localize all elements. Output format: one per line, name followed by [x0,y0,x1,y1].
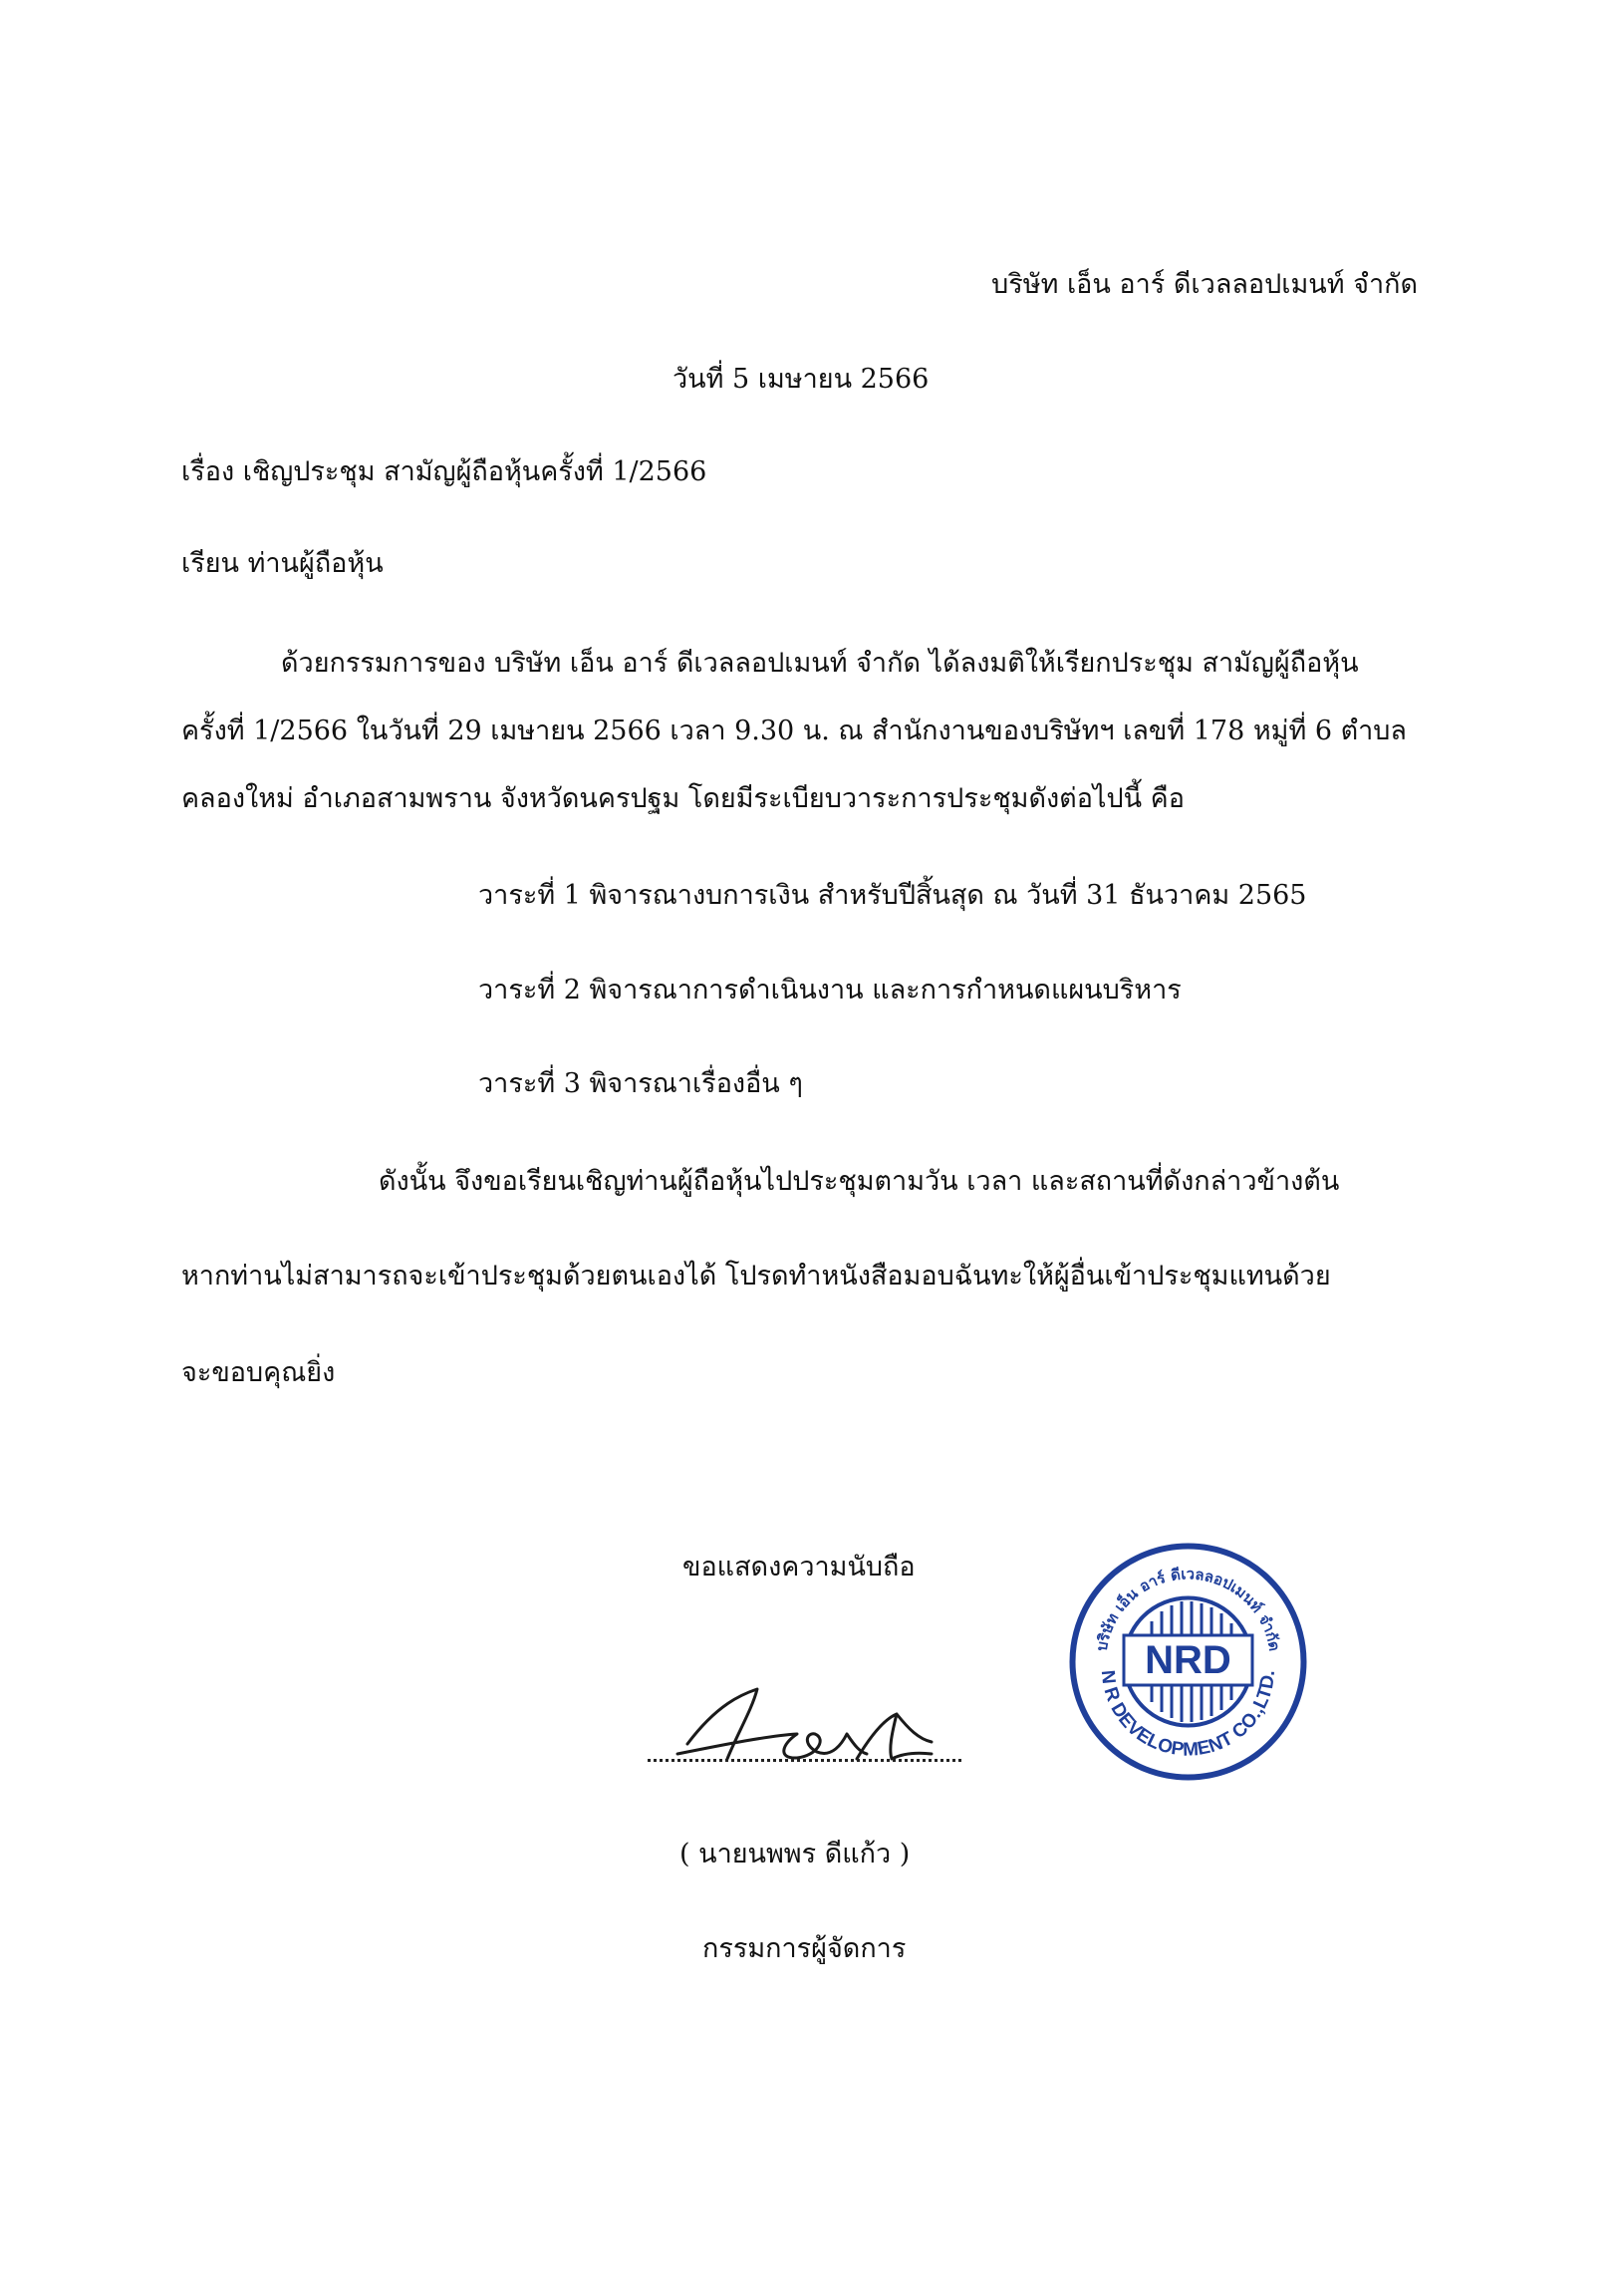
agenda-item-3: วาระที่ 3 พิจารณาเรื่องอื่น ๆ [478,1068,803,1099]
company-seal-stamp [1066,1540,1310,1784]
agenda-item-2: วาระที่ 2 พิจารณาการดำเนินงาน และการกำหนดแผนบริหาร [478,975,1182,1005]
company-name: บริษัท เอ็น อาร์ ดีเวลลอปเมนท์ จำกัด [991,269,1418,300]
paragraph-line: ครั้งที่ 1/2566 ในวันที่ 29 เมษายน 2566 เวลา 9.30 น. ณ สำนักงานของบริษัทฯ เลขที่ 178 หมู่ที่ 6 ตำบล [181,716,1407,746]
letter-date: วันที่ 5 เมษายน 2566 [672,364,930,395]
closing: ขอแสดงความนับถือ [682,1552,916,1582]
salutation: เรียน ท่านผู้ถือหุ้น [181,548,384,579]
body-paragraph-2-line: จะขอบคุณยิ่ง [181,1357,336,1388]
letter-subject: เรื่อง เชิญประชุม สามัญผู้ถือหุ้นครั้งที่ 1/2566 [181,456,707,487]
signer-title: กรรมการผู้จัดการ [702,1933,907,1964]
stamp-bottom-text: N R DEVELOPMENT CO.,LTD. [1096,1669,1280,1761]
body-paragraph-2-line: ดังนั้น จึงขอเรียนเชิญท่านผู้ถือหุ้นไปประชุมตามวัน เวลา และสถานที่ดังกล่าวข้างต้น [379,1166,1340,1197]
stamp-top-text: บริษัท เอ็น อาร์ ดีเวลลอปเมนท์ จำกัด [1092,1565,1284,1653]
paragraph-line: ด้วยกรรมการของ บริษัท เอ็น อาร์ ดีเวลลอปเมนท์ จำกัด ได้ลงมติให้เรียกประชุม สามัญผู้ถือหุ้น [281,648,1359,679]
signer-name: ( นายนพพร ดีแก้ว ) [679,1839,911,1869]
body-paragraph-2-line: หากท่านไม่สามารถจะเข้าประชุมด้วยตนเองได้ โปรดทำหนังสือมอบฉันทะให้ผู้อื่นเข้าประชุมแทนด้วย [181,1261,1331,1292]
paragraph-line: คลองใหม่ อำเภอสามพราน จังหวัดนครปฐม โดยมีระเบียบวาระการประชุมดังต่อไปนี้ คือ [181,783,1185,814]
signature-line [648,1759,961,1762]
handwritten-signature [658,1674,956,1784]
stamp-center-text: NRD [1145,1638,1231,1682]
agenda-item-1: วาระที่ 1 พิจารณางบการเงิน สำหรับปีสิ้นสุด ณ วันที่ 31 ธันวาคม 2565 [478,880,1307,911]
